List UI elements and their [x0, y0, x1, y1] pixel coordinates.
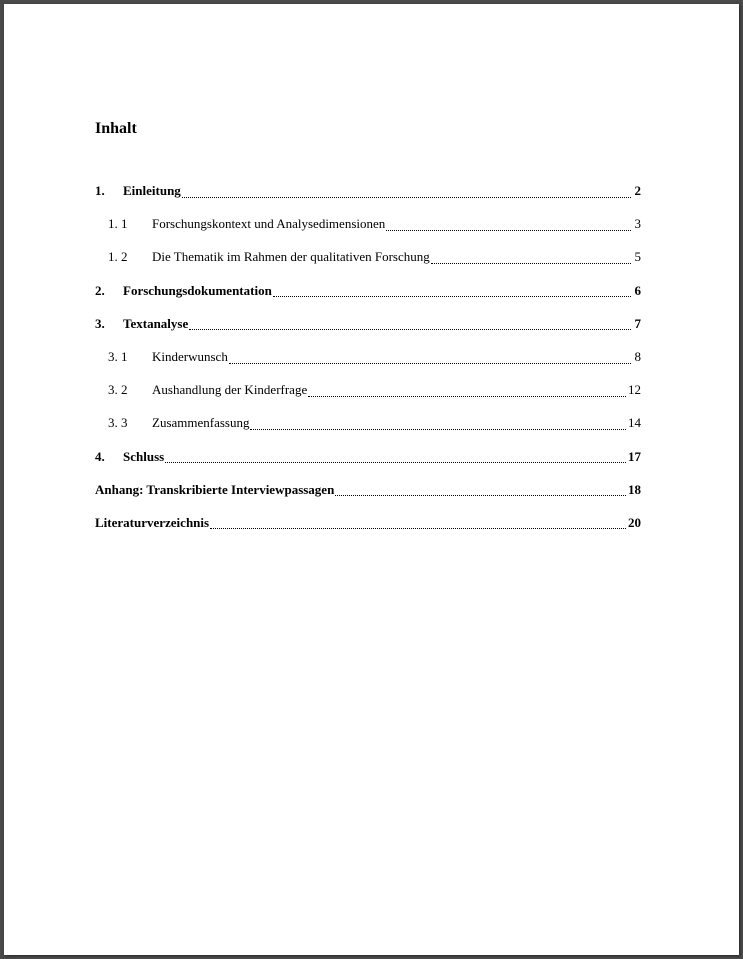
toc-entry[interactable]: [95, 174, 641, 207]
toc-entry-number: 3. 2: [108, 382, 128, 398]
toc-entry-page: 5: [634, 249, 641, 265]
toc-leader-dots: [431, 254, 631, 266]
toc-entry-page: 18: [628, 481, 641, 497]
toc-leader-dots: [273, 287, 631, 299]
toc-leader-dots: [335, 486, 626, 498]
toc-entry[interactable]: [95, 506, 641, 539]
toc-entry[interactable]: [95, 373, 641, 406]
toc-entry-text: Aushandlung der Kinderfrage: [152, 382, 308, 398]
toc-entry-text: Die Thematik im Rahmen der qualitativen Forschung: [152, 249, 430, 265]
toc-leader-dots: [182, 188, 631, 200]
table-of-contents: [95, 174, 641, 539]
toc-entry-text: Einleitung: [123, 183, 181, 198]
toc-entry[interactable]: [95, 406, 641, 439]
toc-leader-dots: [210, 519, 626, 531]
toc-entry-text: Kinderwunsch: [152, 348, 228, 364]
toc-entry-page: 7: [634, 315, 641, 331]
toc-title: Inhalt: [95, 120, 137, 137]
toc-leader-dots: [308, 387, 626, 399]
toc-entry-page: 17: [628, 448, 641, 464]
toc-entry[interactable]: [95, 440, 641, 473]
toc-entry-number: 3. 1: [108, 348, 128, 364]
toc-entry-number: 4.: [95, 448, 105, 464]
toc-entry-number: 1. 2: [108, 249, 128, 265]
toc-entry-text: Anhang: Transkribierte Interviewpassagen: [95, 481, 335, 497]
toc-entry[interactable]: [95, 274, 641, 307]
toc-entry-number: 2.: [95, 282, 105, 298]
toc-leader-dots: [250, 420, 626, 432]
toc-entry[interactable]: [95, 207, 641, 240]
document-page: [4, 4, 739, 955]
toc-entry-text: Literaturverzeichnis: [95, 514, 210, 530]
toc-leader-dots: [165, 453, 626, 465]
toc-entry-page: 3: [634, 216, 641, 232]
toc-entry-page: 8: [634, 348, 641, 364]
toc-entry-text: Zusammenfassung: [152, 415, 250, 431]
toc-entry-number: 3.: [95, 315, 105, 331]
toc-entry[interactable]: [95, 307, 641, 340]
toc-entry[interactable]: [95, 340, 641, 373]
toc-entry-page: 20: [628, 514, 641, 530]
toc-entry-number: 1.: [95, 183, 105, 198]
toc-entry-page: 2: [634, 183, 641, 198]
toc-entry-text: Forschungskontext und Analysedimensionen: [152, 216, 386, 232]
toc-leader-dots: [386, 221, 631, 233]
toc-entry[interactable]: [95, 240, 641, 273]
toc-entry-number: 3. 3: [108, 415, 128, 431]
toc-entry-text: Textanalyse: [123, 315, 189, 331]
toc-leader-dots: [229, 354, 631, 366]
toc-entry[interactable]: [95, 473, 641, 506]
toc-entry-page: 12: [628, 382, 641, 398]
toc-leader-dots: [189, 320, 631, 332]
toc-entry-page: 14: [628, 415, 641, 431]
toc-entry-page: 6: [634, 282, 641, 298]
toc-entry-number: 1. 1: [108, 216, 128, 232]
toc-entry-text: Schluss: [123, 448, 165, 464]
toc-entry-text: Forschungsdokumentation: [123, 282, 272, 298]
